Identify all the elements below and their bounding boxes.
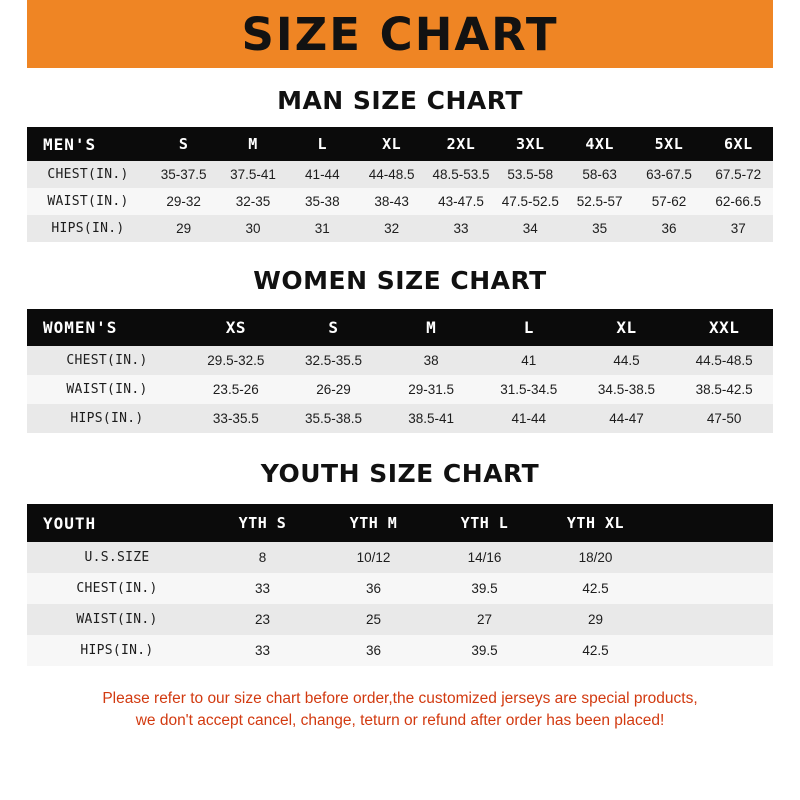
men-chest-l: 41-44	[305, 167, 340, 182]
men-waist-6xl: 62-66.5	[715, 194, 762, 209]
table-row	[27, 375, 773, 404]
footnote-line-2: we don't accept cancel, change, teturn or refund after order has been placed!	[135, 712, 665, 730]
men-col-m: M	[248, 135, 258, 153]
men-col-6xl: 6XL	[724, 135, 753, 153]
youth-chest-xl: 42.5	[582, 581, 609, 596]
youth-ussize-l: 14/16	[467, 550, 502, 565]
men-hips-3xl: 34	[522, 221, 538, 236]
men-col-5xl: 5XL	[654, 135, 684, 153]
women-col-xxl: XXL	[708, 318, 740, 337]
men-row-label-chest: CHEST(IN.)	[47, 167, 129, 182]
men-row-label-header: MEN'S	[43, 134, 97, 154]
chart-content	[0, 86, 800, 733]
youth-cell-spacer	[651, 635, 773, 666]
men-hips-5xl: 36	[661, 221, 677, 236]
men-hips-s: 29	[176, 221, 192, 236]
page-banner	[0, 0, 800, 68]
men-chest-5xl: 63-67.5	[646, 167, 692, 182]
women-hips-s: 35.5-38.5	[304, 411, 362, 426]
men-col-s: S	[178, 135, 189, 153]
women-row-label-header: WOMEN'S	[43, 318, 118, 337]
youth-hips-l: 39.5	[471, 643, 498, 658]
women-col-xs: XS	[225, 318, 246, 337]
youth-col-m: YTH M	[349, 514, 398, 532]
women-hips-l: 41-44	[511, 411, 547, 426]
youth-header-row	[27, 504, 773, 542]
youth-row-label-waist: WAIST(IN.)	[76, 612, 158, 627]
men-row-label-hips: HIPS(IN.)	[51, 221, 125, 236]
women-col-s: S	[328, 318, 339, 337]
women-col-m: M	[426, 318, 437, 337]
men-chest-m: 37.5-41	[230, 167, 276, 182]
men-chest-6xl: 67.5-72	[715, 167, 762, 182]
men-waist-xl: 38-43	[374, 194, 409, 209]
men-waist-l: 35-38	[305, 194, 340, 209]
youth-cell-spacer	[651, 542, 773, 573]
youth-ussize-s: 8	[258, 550, 267, 565]
men-chest-2xl: 48.5-53.5	[432, 167, 490, 182]
table-row	[27, 635, 773, 666]
men-waist-3xl: 47.5-52.5	[501, 194, 559, 209]
men-col-2xl: 2XL	[446, 135, 476, 153]
men-waist-m: 32-35	[235, 194, 271, 209]
men-col-3xl: 3XL	[516, 135, 545, 153]
youth-chest-m: 36	[365, 581, 382, 596]
women-waist-m: 29-31.5	[408, 382, 455, 397]
women-chest-xl: 44.5	[613, 353, 640, 368]
men-chest-s: 35-37.5	[160, 167, 207, 182]
men-chest-xl: 44-48.5	[368, 167, 415, 182]
table-row	[27, 604, 773, 635]
women-row-label-waist: WAIST(IN.)	[66, 382, 148, 397]
women-waist-xl: 34.5-38.5	[597, 382, 655, 397]
youth-waist-s: 23	[254, 612, 271, 627]
women-size-table	[27, 309, 773, 433]
women-hips-xxl: 47-50	[706, 411, 742, 426]
youth-waist-l: 27	[476, 612, 493, 627]
women-chest-m: 38	[423, 353, 439, 368]
youth-cell-spacer	[651, 604, 773, 635]
men-hips-m: 30	[245, 221, 261, 236]
youth-col-xl: YTH XL	[566, 514, 625, 532]
youth-col-spacer	[651, 504, 773, 542]
table-row	[27, 404, 773, 433]
men-waist-2xl: 43-47.5	[438, 194, 484, 209]
footnote-line-1: Please refer to our size chart before order,the customized jerseys are special products,	[102, 690, 698, 707]
men-col-4xl: 4XL	[585, 135, 614, 153]
women-chest-l: 41	[521, 353, 537, 368]
women-waist-l: 31.5-34.5	[500, 382, 558, 397]
men-hips-xl: 32	[384, 221, 400, 236]
men-waist-s: 29-32	[166, 194, 201, 209]
women-waist-xs: 23.5-26	[212, 382, 259, 397]
youth-row-label-hips: HIPS(IN.)	[80, 643, 154, 658]
women-chest-xs: 29.5-32.5	[207, 353, 265, 368]
youth-cell-spacer	[651, 573, 773, 604]
women-hips-xs: 33-35.5	[212, 411, 259, 426]
youth-waist-xl: 29	[587, 612, 604, 627]
youth-row-label-header: YOUTH	[43, 513, 97, 533]
section-title-women: WOMEN SIZE CHART	[253, 266, 547, 295]
men-col-xl: XL	[382, 135, 402, 153]
men-header-row	[27, 127, 773, 161]
women-waist-xxl: 38.5-42.5	[695, 382, 753, 397]
page-title: SIZE CHART	[241, 7, 559, 61]
women-hips-xl: 44-47	[609, 411, 644, 426]
men-hips-2xl: 33	[453, 221, 469, 236]
youth-ussize-m: 10/12	[356, 550, 391, 565]
men-waist-4xl: 52.5-57	[576, 194, 623, 209]
women-row-label-hips: HIPS(IN.)	[70, 411, 144, 426]
section-title-youth: YOUTH SIZE CHART	[260, 459, 540, 488]
youth-chest-l: 39.5	[471, 581, 498, 596]
youth-hips-m: 36	[365, 643, 382, 658]
women-col-xl: XL	[616, 318, 637, 337]
table-row	[27, 215, 773, 242]
women-col-l: L	[523, 318, 534, 337]
table-row	[27, 161, 773, 188]
youth-size-table	[27, 504, 773, 666]
table-row	[27, 188, 773, 215]
men-size-table	[27, 127, 773, 242]
women-waist-s: 26-29	[316, 382, 351, 397]
youth-col-s: YTH S	[238, 514, 287, 532]
table-row	[27, 542, 773, 573]
men-hips-l: 31	[314, 221, 330, 236]
youth-hips-s: 33	[254, 643, 271, 658]
men-hips-6xl: 37	[730, 221, 746, 236]
men-waist-5xl: 57-62	[651, 194, 687, 209]
men-hips-4xl: 35	[592, 221, 608, 236]
women-chest-xxl: 44.5-48.5	[695, 353, 753, 368]
table-row	[27, 346, 773, 375]
youth-ussize-xl: 18/20	[578, 550, 613, 565]
youth-row-label-chest: CHEST(IN.)	[76, 581, 158, 596]
youth-hips-xl: 42.5	[582, 643, 609, 658]
youth-row-label-us-size: U.S.SIZE	[84, 550, 150, 565]
women-header-row	[27, 309, 773, 346]
men-chest-4xl: 58-63	[582, 167, 617, 182]
youth-waist-m: 25	[365, 612, 382, 627]
footnote	[27, 688, 773, 733]
women-hips-m: 38.5-41	[408, 411, 455, 426]
women-chest-s: 32.5-35.5	[304, 353, 362, 368]
men-row-label-waist: WAIST(IN.)	[47, 194, 129, 209]
table-row	[27, 573, 773, 604]
men-chest-3xl: 53.5-58	[507, 167, 554, 182]
youth-chest-s: 33	[254, 581, 271, 596]
men-col-l: L	[317, 135, 328, 153]
women-row-label-chest: CHEST(IN.)	[66, 353, 148, 368]
section-title-man: MAN SIZE CHART	[277, 86, 523, 115]
youth-col-l: YTH L	[460, 514, 509, 532]
